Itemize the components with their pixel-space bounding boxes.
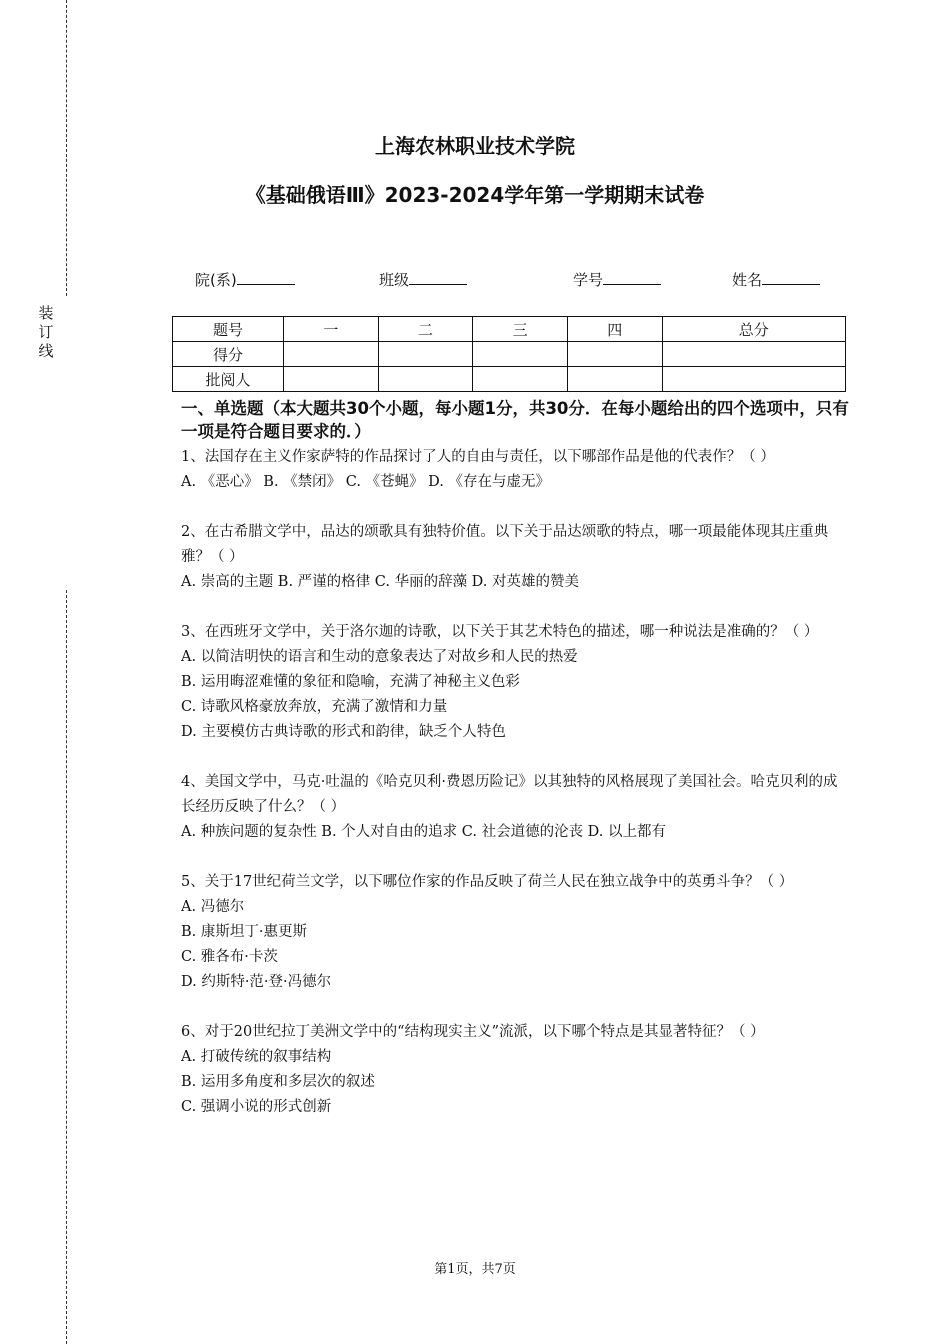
binding-dashed-line-bottom [66,590,67,1344]
table-header-cell: 三 [473,317,568,342]
student-id-field[interactable] [573,269,661,290]
table-header-cell: 一 [284,317,379,342]
score-cell[interactable] [662,342,845,367]
table-header-cell: 题号 [173,317,284,342]
binding-label [38,304,54,361]
department-field[interactable] [195,269,295,290]
question-option: C. 诗歌风格豪放奔放，充满了激情和力量 [181,699,448,715]
question-stem: 3、在西班牙文学中，关于洛尔迦的诗歌，以下关于其艺术特色的描述，哪一种说法是准确的？（ ） [181,624,819,640]
question-stem: 5、关于17世纪荷兰文学，以下哪位作家的作品反映了荷兰人民在独立战争中的英勇斗争？（ ） [181,874,794,890]
student-id-blank[interactable] [603,270,661,285]
question-section [181,397,849,1120]
score-table [172,316,846,392]
question-stem: 4、美国文学中，马克·吐温的《哈克贝利·费恩历险记》以其独特的风格展现了美国社会。哈克贝利的成长经历反映了什么？（ ） [181,774,838,815]
grader-cell[interactable] [567,367,662,392]
exam-title: 《基础俄语Ⅲ》2023-2024学年第一学期期末试卷 [245,183,705,207]
table-header-cell: 二 [378,317,473,342]
score-cell[interactable] [284,342,379,367]
score-table-header-row [173,317,846,342]
question-option: C. 强调小说的形式创新 [181,1099,332,1115]
question-option: B. 运用多角度和多层次的叙述 [181,1074,375,1090]
question-options: A. 种族问题的复杂性 B. 个人对自由的追求 C. 社会道德的沦丧 D. 以上都有 [181,824,667,840]
question-stem: 1、法国存在主义作家萨特的作品探讨了人的自由与责任，以下哪部作品是他的代表作？（ ） [181,449,775,465]
grader-cell[interactable] [473,367,568,392]
table-header-cell: 总分 [662,317,845,342]
grader-cell[interactable] [378,367,473,392]
grader-cell[interactable] [284,367,379,392]
score-cell[interactable] [473,342,568,367]
score-cell[interactable] [378,342,473,367]
question-option: D. 主要模仿古典诗歌的形式和韵律，缺乏个人特色 [181,724,506,740]
question-options: A. 崇高的主题 B. 严谨的格律 C. 华丽的辞藻 D. 对英雄的赞美 [181,574,580,590]
table-header-cell: 四 [567,317,662,342]
score-cell[interactable] [567,342,662,367]
question-option: B. 运用晦涩难懂的象征和隐喻，充满了神秘主义色彩 [181,674,520,690]
class-field[interactable] [379,269,467,290]
question-option: D. 约斯特·范·登·冯德尔 [181,974,332,990]
question-option: A. 冯德尔 [181,899,245,915]
binding-char: 订 [38,323,54,341]
department-blank[interactable] [237,270,295,285]
question-option: C. 雅各布·卡茨 [181,949,278,965]
class-blank[interactable] [409,270,467,285]
section-title: 一、单选题（本大题共30个小题，每小题1分，共30分．在每小题给出的四个选项中，只有一项是符合题目要求的．） [181,399,849,441]
question-stem: 2、在古希腊文学中，品达的颂歌具有独特价值。以下关于品达颂歌的特点，哪一项最能体现其庄重典雅？（ ） [181,524,829,565]
department-label: 院(系) [195,271,237,289]
question-option: B. 康斯坦丁·惠更斯 [181,924,307,940]
question-options: A. 《恶心》 B. 《禁闭》 C. 《苍蝇》 D. 《存在与虚无》 [181,474,551,490]
school-name: 上海农林职业技术学院 [375,134,575,158]
question-option: A. 以简洁明快的语言和生动的意象表达了对故乡和人民的热爱 [181,649,578,665]
row-label: 批阅人 [173,367,284,392]
row-label: 得分 [173,342,284,367]
binding-char: 装 [38,304,54,322]
question-stem: 6、对于20世纪拉丁美洲文学中的“结构现实主义”流派，以下哪个特点是其显著特征？（ ） [181,1024,765,1040]
binding-char: 线 [38,342,54,360]
class-label: 班级 [379,271,410,289]
name-blank[interactable] [762,270,820,285]
name-label: 姓名 [732,271,763,289]
grader-cell[interactable] [662,367,845,392]
page-number: 第1页，共7页 [434,1262,516,1277]
question-option: A. 打破传统的叙事结构 [181,1049,332,1065]
name-field[interactable] [732,269,820,290]
score-row [173,342,846,367]
grader-row [173,367,846,392]
student-id-label: 学号 [573,271,604,289]
